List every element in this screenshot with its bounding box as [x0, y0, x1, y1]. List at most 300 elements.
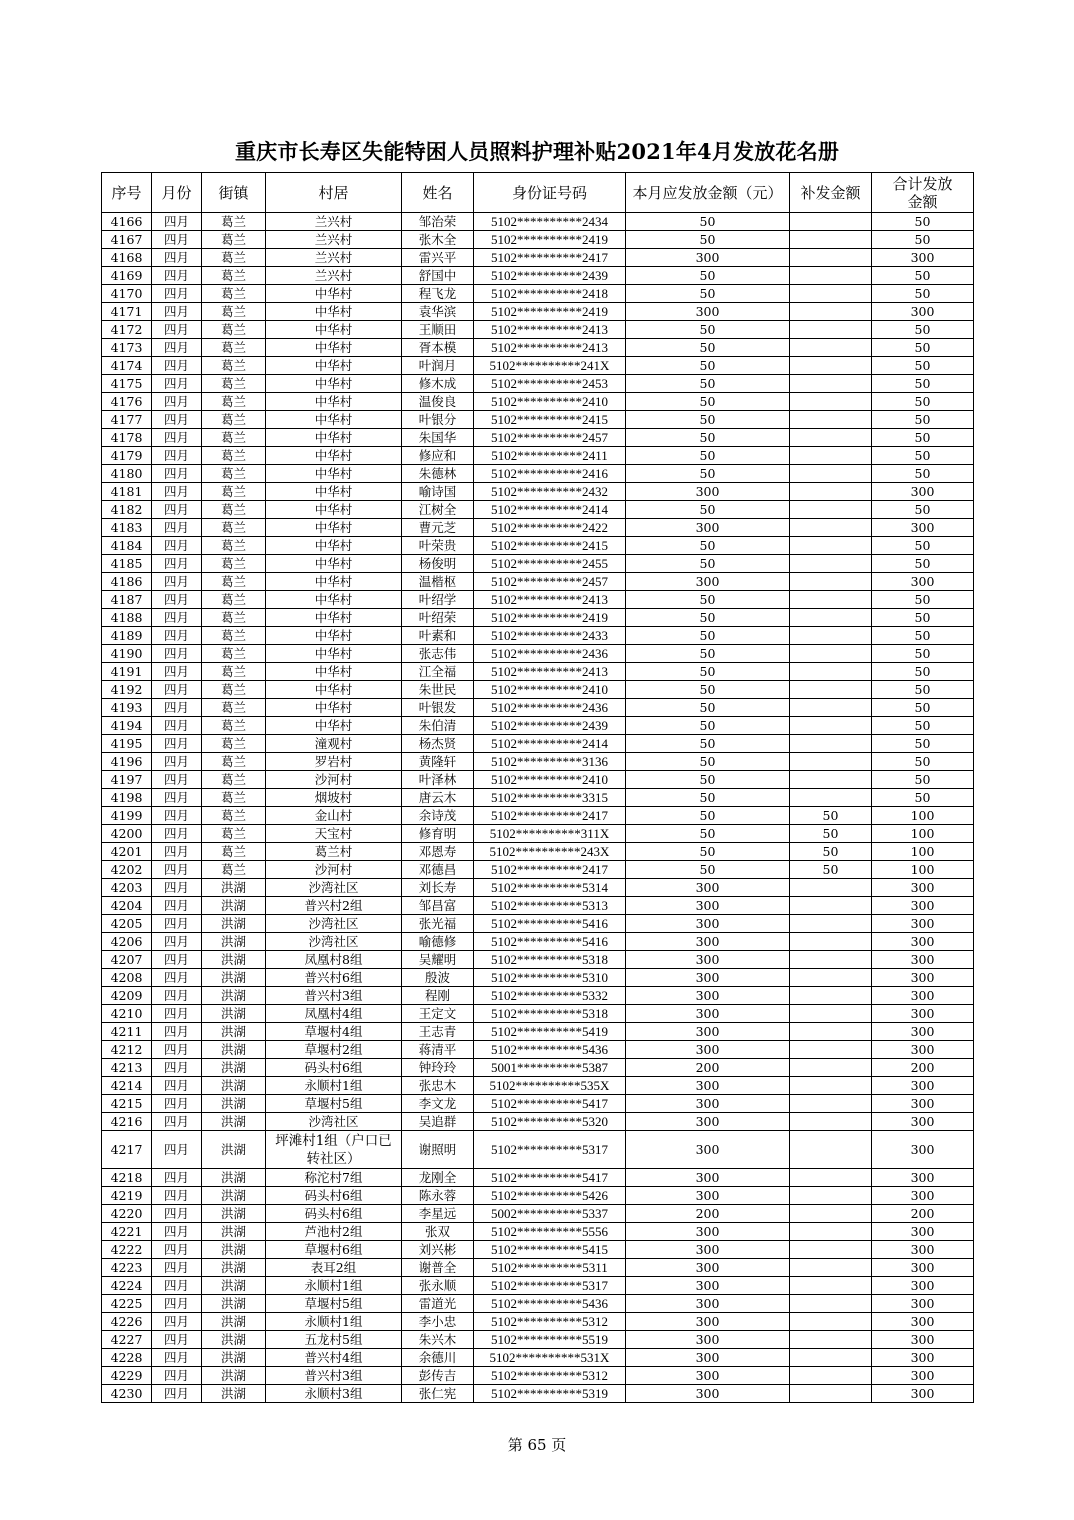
- table-cell: 四月: [152, 627, 202, 645]
- table-cell: 5102**********5310: [474, 969, 626, 987]
- table-cell: 5102**********2413: [474, 321, 626, 339]
- table-cell: 300: [872, 1187, 974, 1205]
- table-cell: [790, 339, 872, 357]
- table-cell: 普兴村3组: [266, 987, 402, 1005]
- table-cell: 四月: [152, 1077, 202, 1095]
- table-cell: [790, 357, 872, 375]
- table-cell: 罗岩村: [266, 753, 402, 771]
- table-cell: 四月: [152, 933, 202, 951]
- table-row: [102, 969, 974, 987]
- table-cell: 300: [872, 1241, 974, 1259]
- table-cell: 洪湖: [202, 1277, 266, 1295]
- table-cell: 4205: [102, 915, 152, 933]
- table-cell: 雷道光: [402, 1295, 474, 1313]
- table-row: [102, 1187, 974, 1205]
- table-cell: 普兴村3组: [266, 1367, 402, 1385]
- table-row: [102, 375, 974, 393]
- table-cell: 唐云木: [402, 789, 474, 807]
- table-cell: 钟玲玲: [402, 1059, 474, 1077]
- table-cell: [790, 735, 872, 753]
- table-cell: 中华村: [266, 429, 402, 447]
- table-row: [102, 1041, 974, 1059]
- table-cell: 江全福: [402, 663, 474, 681]
- table-cell: 300: [626, 1187, 790, 1205]
- table-cell: 5102**********535X: [474, 1077, 626, 1095]
- table-row: [102, 627, 974, 645]
- table-cell: 四月: [152, 1041, 202, 1059]
- table-cell: 叶润月: [402, 357, 474, 375]
- table-cell: 葛兰: [202, 267, 266, 285]
- table-cell: 四月: [152, 1385, 202, 1403]
- table-cell: 300: [872, 1367, 974, 1385]
- table-cell: [790, 465, 872, 483]
- table-cell: 5102**********2432: [474, 483, 626, 501]
- table-cell: [790, 1205, 872, 1223]
- table-cell: 5102**********5416: [474, 915, 626, 933]
- table-row: [102, 771, 974, 789]
- table-cell: 洪湖: [202, 951, 266, 969]
- table-cell: 沙湾社区: [266, 1113, 402, 1131]
- table-cell: 50: [872, 231, 974, 249]
- table-cell: 叶素和: [402, 627, 474, 645]
- table-cell: 吴追群: [402, 1113, 474, 1131]
- table-row: [102, 483, 974, 501]
- table-cell: 四月: [152, 645, 202, 663]
- table-cell: 四月: [152, 897, 202, 915]
- table-cell: 草堰村5组: [266, 1295, 402, 1313]
- table-cell: [790, 1223, 872, 1241]
- table-cell: 蒋清平: [402, 1041, 474, 1059]
- table-cell: 四月: [152, 861, 202, 879]
- table-cell: 4203: [102, 879, 152, 897]
- table-cell: 码头村6组: [266, 1187, 402, 1205]
- table-row: [102, 321, 974, 339]
- table-cell: 50: [872, 753, 974, 771]
- table-cell: 殷波: [402, 969, 474, 987]
- table-cell: 5102**********2457: [474, 573, 626, 591]
- table-cell: 四月: [152, 267, 202, 285]
- table-cell: 张光福: [402, 915, 474, 933]
- table-cell: 300: [626, 1331, 790, 1349]
- table-cell: 4182: [102, 501, 152, 519]
- table-cell: [790, 1023, 872, 1041]
- table-cell: 洪湖: [202, 1005, 266, 1023]
- table-cell: 四月: [152, 717, 202, 735]
- table-cell: 300: [872, 1095, 974, 1113]
- table-cell: [790, 1005, 872, 1023]
- table-cell: 5102**********2415: [474, 537, 626, 555]
- table-cell: 4169: [102, 267, 152, 285]
- table-cell: 中华村: [266, 483, 402, 501]
- table-cell: 4216: [102, 1113, 152, 1131]
- table-row: [102, 897, 974, 915]
- table-row: [102, 1313, 974, 1331]
- table-cell: 4211: [102, 1023, 152, 1041]
- table-cell: 4180: [102, 465, 152, 483]
- table-cell: 葛兰: [202, 699, 266, 717]
- table-cell: 四月: [152, 1205, 202, 1223]
- table-cell: 洪湖: [202, 1205, 266, 1223]
- table-row: [102, 717, 974, 735]
- table-cell: 300: [626, 915, 790, 933]
- table-cell: 洪湖: [202, 1113, 266, 1131]
- table-cell: 四月: [152, 501, 202, 519]
- table-cell: 200: [626, 1059, 790, 1077]
- table-cell: 张忠木: [402, 1077, 474, 1095]
- table-cell: 4224: [102, 1277, 152, 1295]
- table-cell: 中华村: [266, 519, 402, 537]
- table-cell: 王定文: [402, 1005, 474, 1023]
- table-cell: 5001**********5387: [474, 1059, 626, 1077]
- table-row: [102, 465, 974, 483]
- table-cell: 4184: [102, 537, 152, 555]
- table-cell: 金山村: [266, 807, 402, 825]
- table-cell: 50: [872, 555, 974, 573]
- table-cell: 5102**********5312: [474, 1367, 626, 1385]
- column-header: [626, 173, 790, 213]
- table-cell: 邹治荣: [402, 213, 474, 231]
- table-row: [102, 447, 974, 465]
- table-cell: [790, 951, 872, 969]
- table-cell: 5102**********5314: [474, 879, 626, 897]
- table-cell: 中华村: [266, 717, 402, 735]
- table-cell: [790, 1131, 872, 1169]
- table-cell: 四月: [152, 393, 202, 411]
- table-cell: 50: [872, 213, 974, 231]
- table-cell: 曹元芝: [402, 519, 474, 537]
- table-cell: 兰兴村: [266, 249, 402, 267]
- table-cell: 四月: [152, 591, 202, 609]
- table-cell: 50: [626, 663, 790, 681]
- table-cell: 洪湖: [202, 1059, 266, 1077]
- table-cell: 4167: [102, 231, 152, 249]
- table-cell: 4170: [102, 285, 152, 303]
- table-cell: 300: [626, 303, 790, 321]
- table-cell: 洪湖: [202, 1313, 266, 1331]
- table-cell: 300: [626, 1313, 790, 1331]
- table-cell: 5102**********243X: [474, 843, 626, 861]
- table-cell: 洪湖: [202, 969, 266, 987]
- table-cell: 300: [872, 1169, 974, 1187]
- table-cell: 四月: [152, 213, 202, 231]
- table-cell: 5102**********5317: [474, 1277, 626, 1295]
- table-cell: 中华村: [266, 663, 402, 681]
- table-cell: 50: [626, 537, 790, 555]
- table-row: [102, 843, 974, 861]
- table-cell: 刘兴彬: [402, 1241, 474, 1259]
- table-cell: 300: [872, 303, 974, 321]
- table-cell: 5102**********2419: [474, 231, 626, 249]
- table-cell: 5002**********5337: [474, 1205, 626, 1223]
- table-cell: 葛兰: [202, 843, 266, 861]
- table-cell: 50: [626, 339, 790, 357]
- table-cell: 4208: [102, 969, 152, 987]
- table-cell: [790, 447, 872, 465]
- table-cell: 四月: [152, 1223, 202, 1241]
- table-cell: 洪湖: [202, 879, 266, 897]
- document-title: 重庆市长寿区失能特困人员照料护理补贴2021年4月发放花名册: [234, 139, 840, 164]
- table-cell: 50: [626, 753, 790, 771]
- table-cell: 4174: [102, 357, 152, 375]
- table-cell: 江树全: [402, 501, 474, 519]
- table-cell: [790, 303, 872, 321]
- table-cell: 300: [872, 969, 974, 987]
- table-cell: [790, 1095, 872, 1113]
- table-cell: 50: [626, 447, 790, 465]
- table-cell: 李小忠: [402, 1313, 474, 1331]
- table-cell: 300: [872, 1077, 974, 1095]
- table-cell: 4228: [102, 1349, 152, 1367]
- table-cell: [790, 555, 872, 573]
- table-cell: [790, 897, 872, 915]
- table-cell: 300: [872, 1331, 974, 1349]
- table-cell: 300: [626, 1241, 790, 1259]
- table-cell: 葛兰: [202, 627, 266, 645]
- table-cell: 50: [872, 537, 974, 555]
- table-cell: 5102**********2422: [474, 519, 626, 537]
- table-cell: 50: [626, 267, 790, 285]
- table-cell: 4179: [102, 447, 152, 465]
- table-cell: 邹昌富: [402, 897, 474, 915]
- table-cell: 50: [626, 717, 790, 735]
- table-cell: 4222: [102, 1241, 152, 1259]
- table-row: [102, 1113, 974, 1131]
- table-cell: 谢照明: [402, 1131, 474, 1169]
- table-row: [102, 573, 974, 591]
- table-cell: 四月: [152, 447, 202, 465]
- table-cell: 4194: [102, 717, 152, 735]
- table-cell: 程飞龙: [402, 285, 474, 303]
- table-cell: 四月: [152, 555, 202, 573]
- table-cell: 50: [872, 717, 974, 735]
- table-cell: 葛兰: [202, 681, 266, 699]
- table-row: [102, 1367, 974, 1385]
- table-cell: 沙河村: [266, 771, 402, 789]
- table-cell: 300: [872, 987, 974, 1005]
- table-cell: 5102**********2417: [474, 807, 626, 825]
- table-row: [102, 645, 974, 663]
- table-row: [102, 735, 974, 753]
- table-cell: 四月: [152, 1277, 202, 1295]
- table-cell: 四月: [152, 969, 202, 987]
- table-cell: 50: [872, 645, 974, 663]
- table-cell: 永顺村1组: [266, 1277, 402, 1295]
- table-cell: 葛兰: [202, 465, 266, 483]
- table-cell: 50: [790, 807, 872, 825]
- table-cell: 四月: [152, 1095, 202, 1113]
- table-cell: 4197: [102, 771, 152, 789]
- table-cell: 四月: [152, 1259, 202, 1277]
- column-header: 序号: [102, 173, 152, 213]
- table-row: [102, 213, 974, 231]
- table-row: [102, 519, 974, 537]
- table-cell: 5102**********2413: [474, 591, 626, 609]
- table-cell: 5102**********5317: [474, 1131, 626, 1169]
- table-cell: 4191: [102, 663, 152, 681]
- table-cell: 50: [626, 699, 790, 717]
- table-cell: 洪湖: [202, 1023, 266, 1041]
- table-cell: 洪湖: [202, 1367, 266, 1385]
- table-cell: 四月: [152, 1241, 202, 1259]
- table-cell: 余诗茂: [402, 807, 474, 825]
- table-cell: 200: [626, 1205, 790, 1223]
- table-cell: 50: [626, 861, 790, 879]
- table-cell: 张木全: [402, 231, 474, 249]
- table-cell: 300: [626, 1385, 790, 1403]
- table-cell: 4220: [102, 1205, 152, 1223]
- table-cell: 洪湖: [202, 1331, 266, 1349]
- table-row: [102, 501, 974, 519]
- table-cell: 50: [872, 627, 974, 645]
- table-cell: [790, 393, 872, 411]
- table-cell: 4219: [102, 1187, 152, 1205]
- table-cell: 沙湾社区: [266, 933, 402, 951]
- table-cell: [790, 1041, 872, 1059]
- table-cell: 4230: [102, 1385, 152, 1403]
- table-cell: 5102**********5556: [474, 1223, 626, 1241]
- table-cell: 300: [626, 987, 790, 1005]
- table-cell: 5102**********2453: [474, 375, 626, 393]
- table-cell: 邓恩寿: [402, 843, 474, 861]
- column-header: 姓名: [402, 173, 474, 213]
- table-cell: 5102**********5318: [474, 1005, 626, 1023]
- table-cell: [790, 375, 872, 393]
- table-cell: 四月: [152, 681, 202, 699]
- table-cell: 葛兰: [202, 825, 266, 843]
- table-cell: 300: [872, 1313, 974, 1331]
- table-cell: 300: [872, 573, 974, 591]
- table-row: [102, 1259, 974, 1277]
- table-cell: [790, 1295, 872, 1313]
- table-cell: 5102**********2411: [474, 447, 626, 465]
- table-cell: 300: [626, 1131, 790, 1169]
- table-cell: 草堰村2组: [266, 1041, 402, 1059]
- table-body: [102, 213, 974, 1403]
- table-cell: 中华村: [266, 501, 402, 519]
- table-cell: 50: [872, 339, 974, 357]
- table-cell: 四月: [152, 1295, 202, 1313]
- table-cell: 四月: [152, 1059, 202, 1077]
- table-cell: 四月: [152, 1313, 202, 1331]
- table-cell: 中华村: [266, 555, 402, 573]
- table-row: [102, 267, 974, 285]
- table-cell: 5102**********2417: [474, 249, 626, 267]
- table-cell: 葛兰: [202, 231, 266, 249]
- table-cell: [790, 609, 872, 627]
- table-cell: 4223: [102, 1259, 152, 1277]
- table-cell: 200: [872, 1205, 974, 1223]
- table-cell: [790, 1187, 872, 1205]
- table-cell: 300: [626, 969, 790, 987]
- table-cell: 五龙村5组: [266, 1331, 402, 1349]
- table-cell: 50: [872, 375, 974, 393]
- table-row: [102, 1077, 974, 1095]
- table-cell: 5102**********5417: [474, 1169, 626, 1187]
- table-cell: 葛兰: [202, 789, 266, 807]
- table-cell: 300: [872, 1385, 974, 1403]
- table-cell: [790, 1259, 872, 1277]
- table-cell: 中华村: [266, 573, 402, 591]
- table-cell: 50: [872, 501, 974, 519]
- table-cell: 称沱村7组: [266, 1169, 402, 1187]
- table-cell: 葛兰: [202, 573, 266, 591]
- table-cell: 5102**********5417: [474, 1095, 626, 1113]
- table-cell: 中华村: [266, 699, 402, 717]
- table-cell: 300: [872, 1259, 974, 1277]
- table-cell: 李星远: [402, 1205, 474, 1223]
- table-cell: 4187: [102, 591, 152, 609]
- table-cell: [790, 519, 872, 537]
- table-cell: 4195: [102, 735, 152, 753]
- table-row: [102, 1295, 974, 1313]
- table-row: [102, 1385, 974, 1403]
- table-cell: [790, 321, 872, 339]
- table-cell: 300: [872, 1023, 974, 1041]
- table-cell: 50: [626, 411, 790, 429]
- table-cell: [790, 429, 872, 447]
- table-cell: 5102**********2418: [474, 285, 626, 303]
- table-cell: 洪湖: [202, 1295, 266, 1313]
- table-cell: 300: [626, 1023, 790, 1041]
- table-cell: 4217: [102, 1131, 152, 1169]
- table-cell: 50: [872, 681, 974, 699]
- table-cell: 四月: [152, 753, 202, 771]
- table-cell: 普兴村2组: [266, 897, 402, 915]
- table-cell: 朱世民: [402, 681, 474, 699]
- table-cell: [790, 1313, 872, 1331]
- table-cell: 四月: [152, 879, 202, 897]
- table-cell: 5102**********2410: [474, 393, 626, 411]
- table-cell: 5102**********2413: [474, 339, 626, 357]
- table-cell: 300: [626, 1223, 790, 1241]
- table-cell: 5102**********5415: [474, 1241, 626, 1259]
- table-cell: 四月: [152, 843, 202, 861]
- table-cell: 朱伯清: [402, 717, 474, 735]
- table-cell: 四月: [152, 699, 202, 717]
- table-cell: [790, 591, 872, 609]
- table-cell: 中华村: [266, 393, 402, 411]
- table-cell: 永顺村3组: [266, 1385, 402, 1403]
- table-cell: [790, 699, 872, 717]
- table-cell: [790, 717, 872, 735]
- table-cell: 4212: [102, 1041, 152, 1059]
- table-cell: 温楷枢: [402, 573, 474, 591]
- table-cell: 300: [872, 897, 974, 915]
- table-row: [102, 951, 974, 969]
- table-cell: 300: [872, 1041, 974, 1059]
- table-cell: 张志伟: [402, 645, 474, 663]
- table-row: [102, 663, 974, 681]
- table-cell: 50: [872, 285, 974, 303]
- table-cell: 50: [626, 645, 790, 663]
- table-cell: [790, 933, 872, 951]
- table-cell: 300: [872, 519, 974, 537]
- table-cell: 潼观村: [266, 735, 402, 753]
- table-cell: 5102**********531X: [474, 1349, 626, 1367]
- table-cell: [790, 1277, 872, 1295]
- table-cell: 码头村6组: [266, 1059, 402, 1077]
- table-row: [102, 1005, 974, 1023]
- table-cell: 300: [872, 1349, 974, 1367]
- table-cell: 4207: [102, 951, 152, 969]
- table-row: [102, 915, 974, 933]
- table-row: [102, 879, 974, 897]
- table-cell: 4178: [102, 429, 152, 447]
- table-cell: 4196: [102, 753, 152, 771]
- table-row: [102, 591, 974, 609]
- table-cell: 谢普全: [402, 1259, 474, 1277]
- table-cell: 4206: [102, 933, 152, 951]
